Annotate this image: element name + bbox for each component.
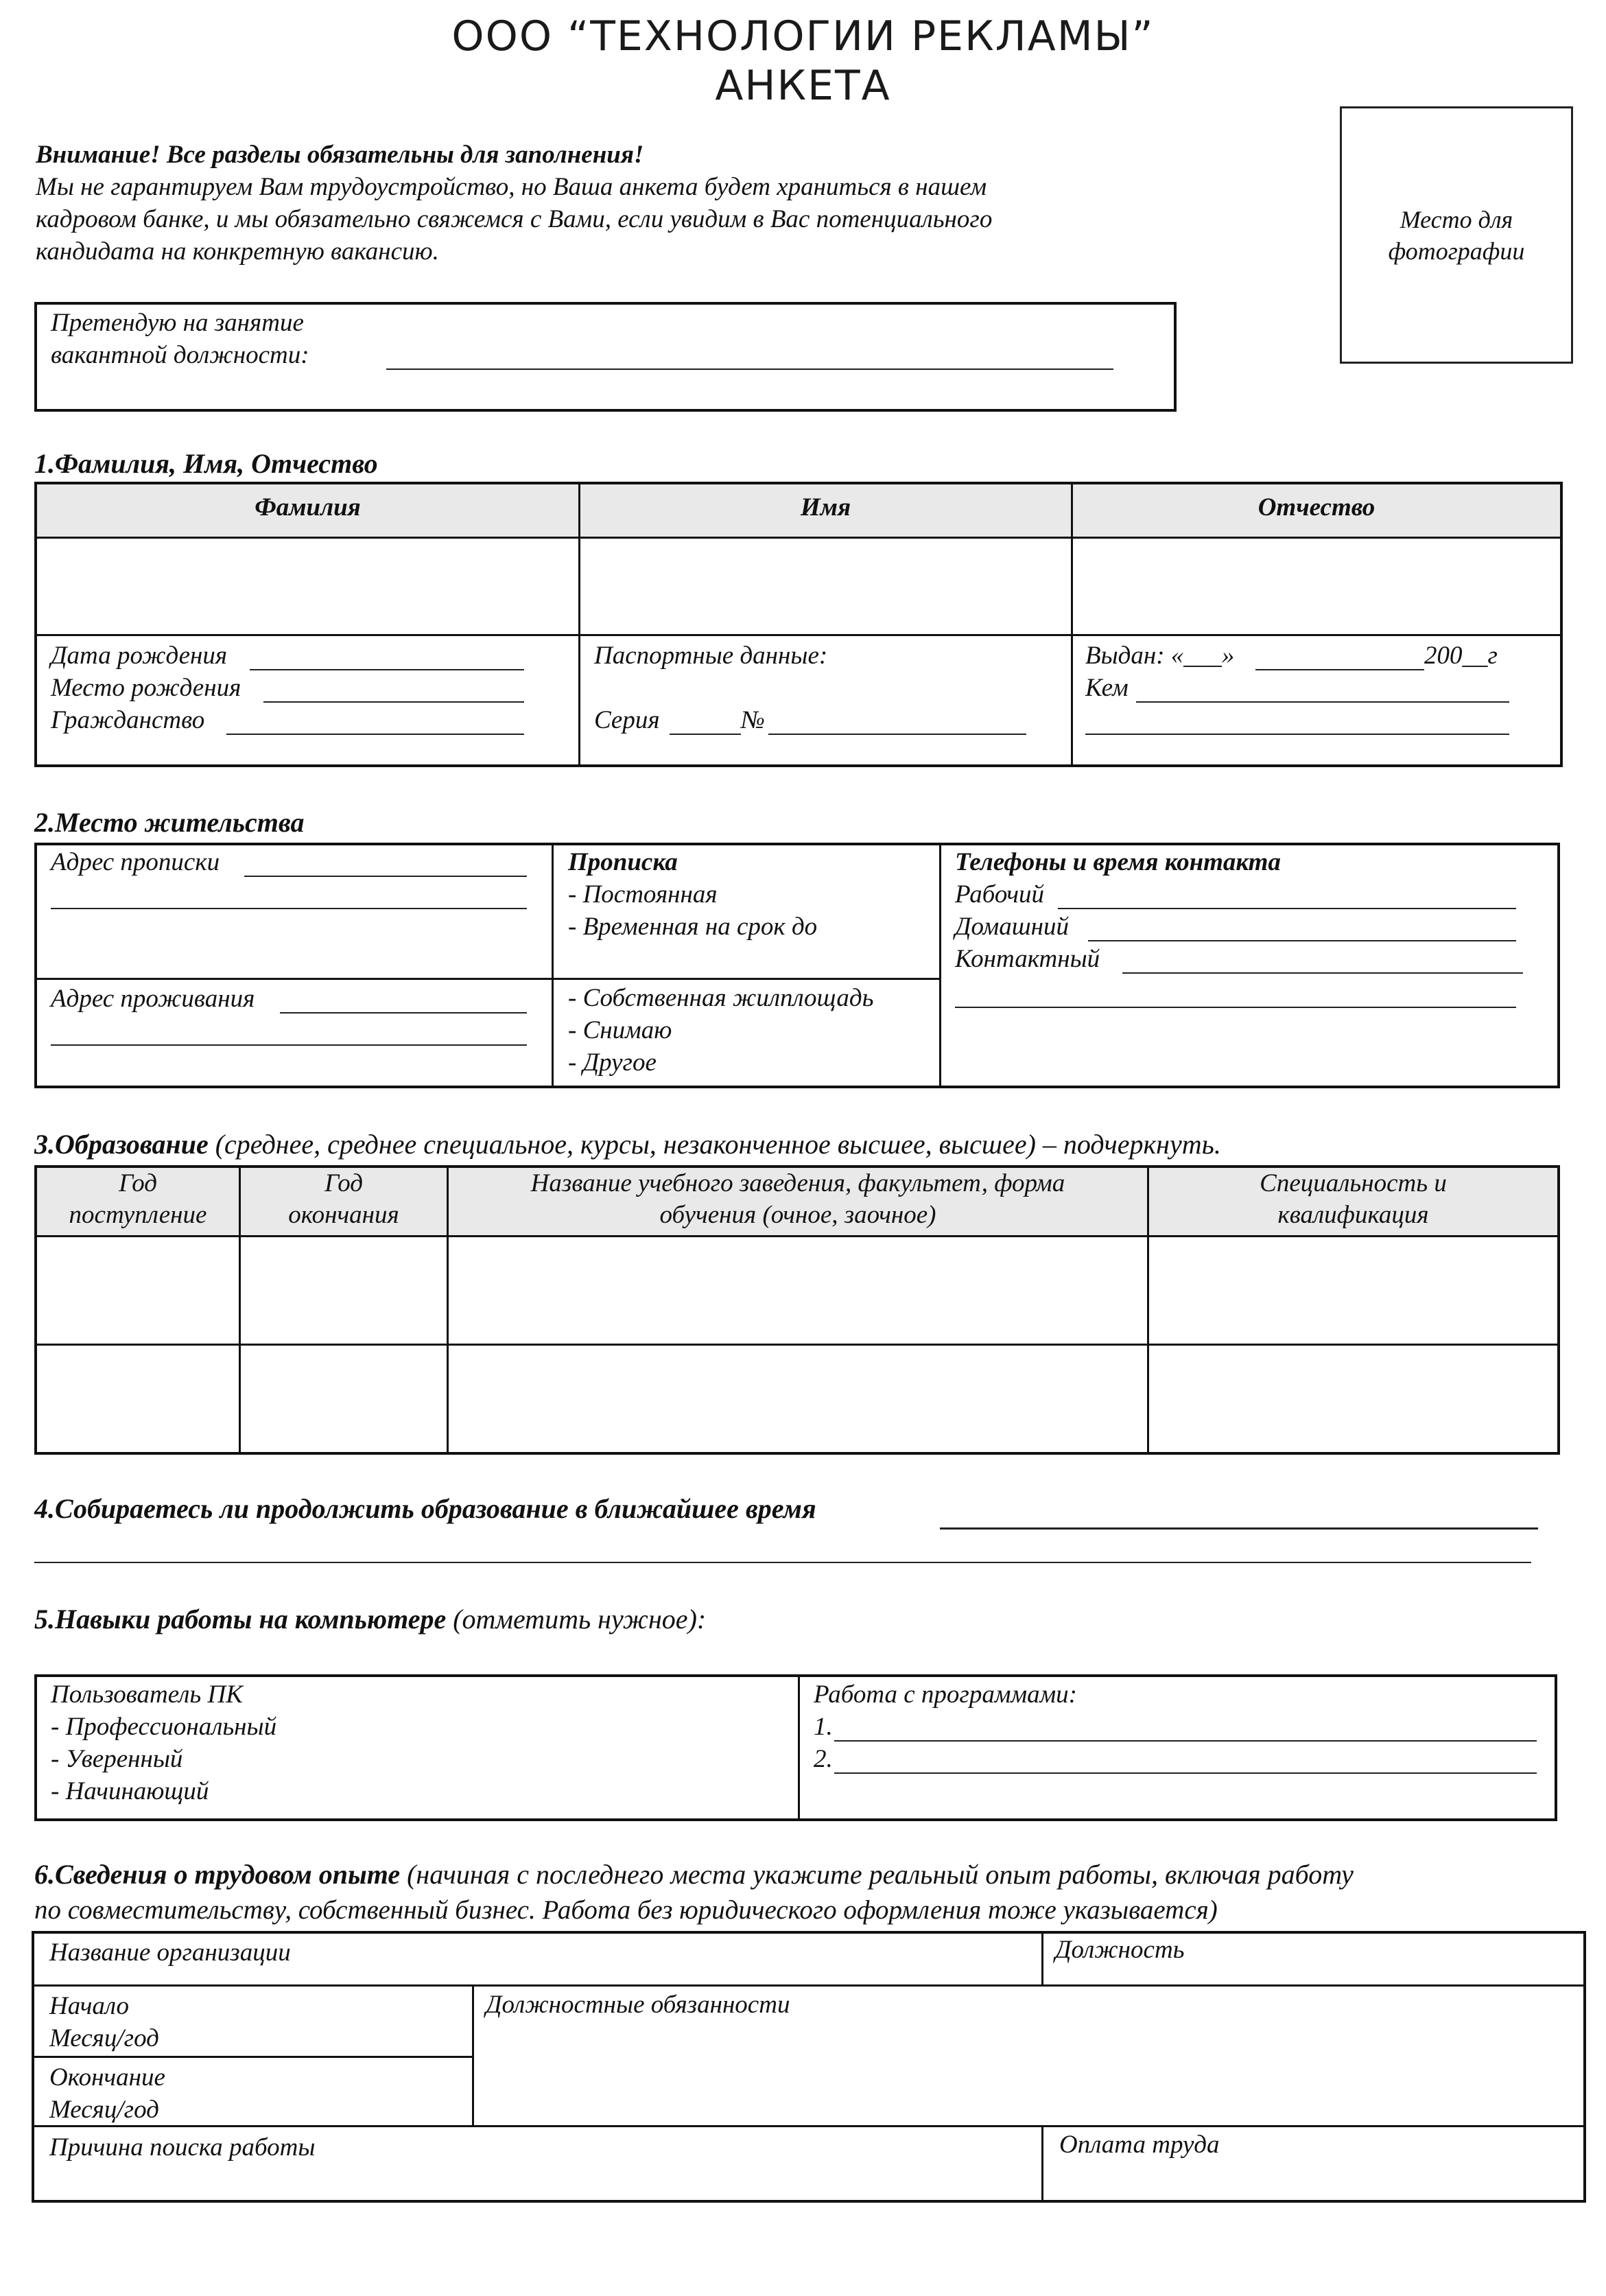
company-name: ООО “ТЕХНОЛОГИИ РЕКЛАМЫ” xyxy=(451,12,1155,60)
start-date-label: Начало Месяц/год xyxy=(49,1992,159,2052)
s6-rule-2 xyxy=(32,2125,1586,2127)
notice-line-1: Мы не гарантируем Вам трудоустройство, но Ваша анкета будет храниться в нашем xyxy=(36,173,987,201)
section-3-title xyxy=(34,1128,1221,1160)
program-2-field[interactable] xyxy=(834,1772,1537,1774)
live-option-other[interactable]: - Другое xyxy=(568,1049,657,1077)
number-field[interactable] xyxy=(768,734,1026,735)
s6-rule-3 xyxy=(32,2056,474,2058)
program-2-label: 2. xyxy=(814,1745,833,1773)
s2-col-div-1 xyxy=(552,843,554,1088)
issued-date-field[interactable] xyxy=(1255,669,1424,670)
pc-option-confident[interactable]: - Уверенный xyxy=(51,1745,183,1773)
warning-text: Внимание! Все разделы обязательны для заполнения! xyxy=(36,141,644,169)
s6-col-div-bottom xyxy=(1041,2125,1043,2203)
photo-placeholder: Место для фотографии xyxy=(1340,106,1573,364)
citizenship-field[interactable] xyxy=(226,734,524,735)
col-surname: Фамилия xyxy=(255,493,361,522)
duties-label: Должностные обязанности xyxy=(486,1991,790,2019)
pc-option-beginner[interactable]: - Начинающий xyxy=(51,1777,209,1805)
phone-home-label: Домашний xyxy=(955,913,1070,941)
live-address-label: Адрес проживания xyxy=(51,985,255,1013)
phone-work-label: Рабочий xyxy=(955,880,1045,909)
phone-home-field[interactable] xyxy=(1088,940,1516,941)
salary-label: Оплата труда xyxy=(1059,2131,1220,2159)
section-1-title: 1.Фамилия, Имя, Отчество xyxy=(34,448,378,479)
series-field[interactable] xyxy=(670,734,741,735)
position-label-1: Претендую на занятие xyxy=(51,309,304,337)
reg-option-permanent[interactable]: - Постоянная xyxy=(568,880,718,909)
s6-col-div-top xyxy=(1041,1931,1043,1986)
section-3-title-text: 3.Образование xyxy=(34,1129,209,1160)
live-option-rent[interactable]: - Снимаю xyxy=(568,1016,672,1044)
reg-address-field[interactable] xyxy=(244,876,527,877)
section-4-title: 4.Собираетесь ли продолжить образование в ближайшее время xyxy=(34,1493,816,1524)
section-6-title xyxy=(34,1858,1354,1890)
s5-col-div xyxy=(798,1674,800,1821)
reg-address-label: Адрес прописки xyxy=(51,848,220,876)
org-name-label: Название организации xyxy=(49,1938,291,1967)
program-1-label: 1. xyxy=(814,1713,833,1741)
edu-row-1-institution[interactable] xyxy=(450,1239,1146,1342)
col-year-start: Год поступление xyxy=(69,1169,207,1229)
edu-row-2-specialty[interactable] xyxy=(1150,1347,1557,1451)
number-label: № xyxy=(741,706,765,734)
birth-place-field[interactable] xyxy=(263,701,524,703)
s6-rule-1 xyxy=(32,1984,1586,1987)
live-address-field[interactable] xyxy=(280,1012,527,1014)
col-patronymic: Отчество xyxy=(1257,493,1375,522)
job-position-label: Должность xyxy=(1055,1936,1185,1964)
education-plans-field[interactable] xyxy=(940,1527,1538,1530)
pc-user-label: Пользователь ПК xyxy=(51,1680,243,1709)
position-label-2: вакантной должности: xyxy=(51,341,309,369)
position-field[interactable] xyxy=(386,368,1113,370)
edu-row-1-end[interactable] xyxy=(242,1239,445,1342)
patronymic-input[interactable] xyxy=(1074,539,1559,633)
issued-label: Выдан: «___» xyxy=(1085,642,1235,670)
col-name: Имя xyxy=(800,493,851,522)
s3-rule-1 xyxy=(34,1235,1560,1237)
s1-col-div-2 xyxy=(1071,482,1073,767)
s1-col-div-1 xyxy=(578,482,580,767)
phone-contact-label: Контактный xyxy=(955,945,1100,973)
col-year-end: Год окончания xyxy=(288,1169,399,1229)
section-3-note: (среднее, среднее специальное, курсы, незаконченное высшее, высшее) – подчеркнуть. xyxy=(208,1129,1221,1160)
section-5-note: (отметить нужное): xyxy=(446,1604,707,1635)
issued-by-field-2[interactable] xyxy=(1085,734,1509,735)
section-5-table xyxy=(34,1674,1557,1821)
col-institution: Название учебного заведения, факультет, форма обучения (очное, заочное) xyxy=(530,1169,1065,1229)
surname-input[interactable] xyxy=(38,539,577,633)
phone-contact-field[interactable] xyxy=(1122,972,1523,974)
section-6-note-2: по совместительству, собственный бизнес. Работа без юридического оформления тоже указывается) xyxy=(34,1895,1218,1925)
edu-row-1-specialty[interactable] xyxy=(1150,1239,1557,1342)
col-specialty: Специальность и квалификация xyxy=(1260,1169,1447,1229)
section-2-title: 2.Место жительства xyxy=(34,807,305,838)
section-6-note: (начиная с последнего места укажите реальный опыт работы, включая работу xyxy=(400,1859,1354,1890)
section-5-title-text: 5.Навыки работы на компьютере xyxy=(34,1604,447,1635)
programs-label: Работа с программами: xyxy=(814,1680,1078,1709)
form-title: АНКЕТА xyxy=(715,62,891,110)
s3-rule-2 xyxy=(34,1344,1560,1346)
phone-work-field[interactable] xyxy=(1058,908,1516,909)
issued-by-field[interactable] xyxy=(1136,701,1509,703)
edu-row-1-start[interactable] xyxy=(38,1239,237,1342)
s2-col-div-2 xyxy=(939,843,941,1088)
program-1-field[interactable] xyxy=(834,1740,1537,1742)
section-5-title xyxy=(34,1603,706,1635)
notice-line-2: кадровом банке, и мы обязательно свяжемся с Вами, если увидим в Вас потенциального xyxy=(36,205,993,233)
issued-year: 200__г xyxy=(1424,642,1498,670)
issued-by-label: Кем xyxy=(1085,674,1129,702)
section-6-title-text: 6.Сведения о трудовом опыте xyxy=(34,1859,401,1890)
pc-option-professional[interactable]: - Профессиональный xyxy=(51,1713,277,1741)
reg-address-field-2[interactable] xyxy=(51,908,527,909)
edu-row-2-institution[interactable] xyxy=(450,1347,1146,1451)
birth-place-label: Место рождения xyxy=(51,674,241,702)
s1-rule-2 xyxy=(34,634,1563,636)
education-plans-field-2[interactable] xyxy=(34,1562,1531,1563)
edu-row-2-start[interactable] xyxy=(38,1347,237,1451)
section-2-table xyxy=(34,843,1560,1088)
phone-extra-field[interactable] xyxy=(955,1007,1516,1008)
notice-line-3: кандидата на конкретную вакансию. xyxy=(36,237,439,266)
s2-row-div xyxy=(34,978,941,980)
series-label: Серия xyxy=(594,706,660,734)
citizenship-label: Гражданство xyxy=(51,706,205,734)
phones-title: Телефоны и время контакта xyxy=(955,848,1281,876)
s6-col-div-mid xyxy=(472,1984,474,2126)
end-date-label: Окончание Месяц/год xyxy=(49,2063,165,2124)
edu-row-2-end[interactable] xyxy=(242,1347,445,1451)
passport-label: Паспортные данные: xyxy=(594,642,828,670)
reg-option-temporary[interactable]: - Временная на срок до xyxy=(568,913,818,941)
registration-title: Прописка xyxy=(568,848,678,876)
live-address-field-2[interactable] xyxy=(51,1044,527,1046)
birth-date-label: Дата рождения xyxy=(51,642,228,670)
live-option-own[interactable]: - Собственная жилплощадь xyxy=(568,984,874,1012)
name-input[interactable] xyxy=(581,539,1070,633)
job-search-reason-label: Причина поиска работы xyxy=(49,2133,316,2162)
s1-rule-1 xyxy=(34,537,1563,539)
birth-date-field[interactable] xyxy=(250,669,524,670)
